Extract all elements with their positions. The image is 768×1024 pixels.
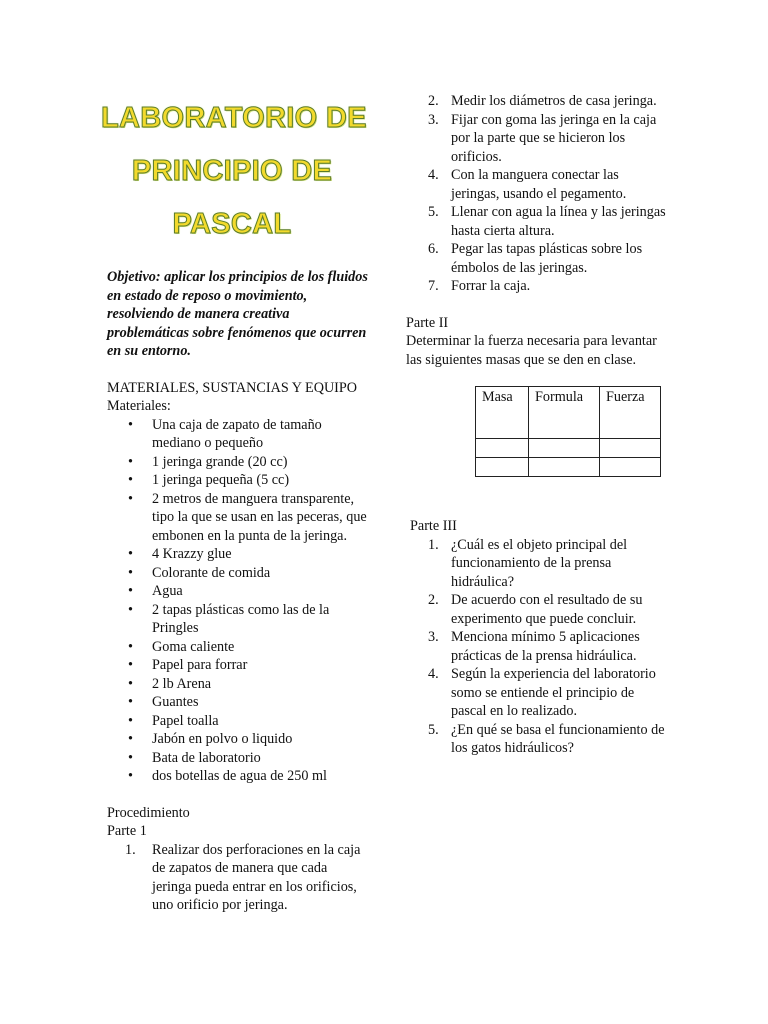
list-item: [107, 841, 369, 915]
question-number: 2.: [428, 592, 439, 608]
document-title: [101, 92, 367, 251]
step-text: Pegar las tapas plásticas sobre los émbolos de las jeringas.: [451, 241, 643, 276]
list-item: • 4 Krazzy glue: [107, 545, 369, 564]
list-item: • Jabón en polvo o liquido: [107, 730, 369, 749]
list-item: [406, 536, 668, 592]
table-cell: [600, 458, 661, 477]
step-text: Con la manguera conectar las jeringas, usando el pegamento.: [451, 167, 627, 202]
list-item: • Agua: [107, 582, 369, 601]
step-number: 1.: [125, 841, 136, 858]
table-header-cell: Formula: [529, 387, 600, 439]
list-item: • 1 jeringa pequeña (5 cc): [107, 471, 369, 490]
table-header-cell: Fuerza: [600, 387, 661, 439]
table-row: [476, 439, 661, 458]
list-item: [406, 92, 668, 111]
list-item: • Colorante de comida: [107, 564, 369, 583]
objective-paragraph: Objetivo: aplicar los principios de los fluidos en estado de reposo o movimiento, resolviendo de manera creativa problemáticas sobre fenómenos que ocurren en su entorno.: [107, 269, 368, 359]
list-item: [406, 665, 668, 721]
step-number: 5.: [428, 204, 439, 220]
forces-table: [475, 386, 661, 477]
list-item: [406, 111, 668, 167]
right-column: [406, 92, 668, 758]
table-row: [476, 458, 661, 477]
list-item: [406, 591, 668, 628]
part3-label: Parte III: [410, 518, 457, 534]
list-item: [406, 628, 668, 665]
left-column: [101, 92, 369, 915]
table-cell: [476, 458, 529, 477]
question-text: ¿Cuál es el objeto principal del funcionamiento de la prensa hidráulica?: [451, 536, 628, 590]
title-line: PRINCIPIO DE: [131, 155, 333, 187]
list-item: • Bata de laboratorio: [107, 749, 369, 768]
step-number: 6.: [428, 241, 439, 257]
question-text: Menciona mínimo 5 aplicaciones prácticas de la prensa hidráulica.: [451, 629, 640, 664]
step-text: Fijar con goma las jeringa en la caja por la parte que se hicieron los orificios.: [451, 111, 657, 165]
part1-steps-continued: [406, 92, 668, 296]
procedure-heading: Procedimiento: [107, 804, 190, 821]
question-number: 5.: [428, 721, 439, 738]
step-number: 3.: [428, 111, 439, 128]
list-item: [406, 166, 668, 203]
question-number: 3.: [428, 629, 439, 645]
list-item: [406, 721, 668, 758]
list-item: [406, 203, 668, 240]
step-text: Realizar dos perforaciones en la caja de zapatos de manera que cada jeringa pueda entrar en los orificios, uno orificio por jeringa.: [152, 841, 361, 913]
part1-steps-list: [107, 841, 369, 915]
step-text: Forrar la caja.: [451, 278, 531, 294]
part3-questions-list: [406, 536, 668, 758]
step-text: Medir los diámetros de casa jeringa.: [451, 93, 657, 109]
part1-label: Parte 1: [107, 823, 147, 839]
list-item: • Papel para forrar: [107, 656, 369, 675]
step-number: 2.: [428, 93, 439, 109]
title-line: LABORATORIO DE: [101, 102, 367, 134]
list-item: • Papel toalla: [107, 712, 369, 731]
list-item: [406, 240, 668, 277]
list-item: • 1 jeringa grande (20 cc): [107, 453, 369, 472]
list-item: • Goma caliente: [107, 638, 369, 657]
list-item: • 2 metros de manguera transparente, tipo la que se usan en las peceras, que embonen en la punta de la jeringa.: [107, 490, 369, 546]
table-cell: [476, 439, 529, 458]
table-cell: [600, 439, 661, 458]
materials-list: [107, 416, 369, 786]
list-item: • 2 tapas plásticas como las de la Pringles: [107, 601, 369, 638]
question-number: 4.: [428, 666, 439, 682]
question-text: Según la experiencia del laboratorio somo se entiende el principio de pascal en lo realizado.: [451, 666, 656, 719]
table-cell: [529, 458, 600, 477]
part2-instructions: Determinar la fuerza necesaria para levantar las siguientes masas que se den en clase.: [406, 333, 657, 368]
title-line: PASCAL: [172, 208, 292, 240]
table-cell: [529, 439, 600, 458]
materials-heading: MATERIALES, SUSTANCIAS Y EQUIPO: [107, 379, 358, 396]
question-text: ¿En qué se basa el funcionamiento de los gatos hidráulicos?: [451, 721, 665, 756]
list-item: • Una caja de zapato de tamaño mediano o pequeño: [107, 416, 369, 453]
materials-label: Materiales:: [107, 398, 171, 414]
table-header-cell: Masa: [476, 387, 529, 439]
question-text: De acuerdo con el resultado de su experimento que puede concluir.: [451, 592, 643, 627]
table-header-row: [476, 387, 661, 439]
step-text: Llenar con agua la línea y las jeringas hasta cierta altura.: [451, 204, 666, 239]
list-item: • dos botellas de agua de 250 ml: [107, 767, 369, 786]
list-item: • Guantes: [107, 693, 369, 712]
step-number: 7.: [428, 278, 439, 294]
question-number: 1.: [428, 536, 439, 553]
step-number: 4.: [428, 167, 439, 183]
list-item: • 2 lb Arena: [107, 675, 369, 694]
part2-label: Parte II: [406, 314, 449, 331]
list-item: [406, 277, 668, 296]
